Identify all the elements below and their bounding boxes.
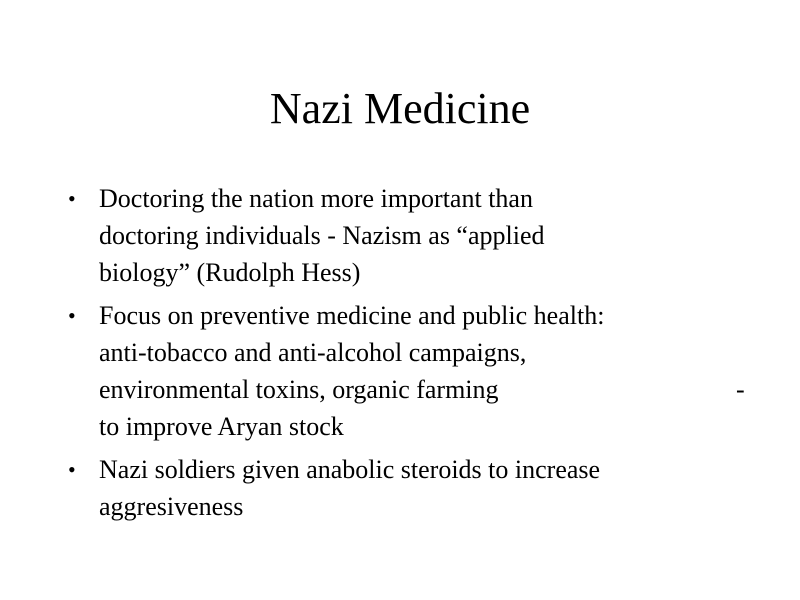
bullet-line-text: environmental toxins, organic farming (99, 375, 499, 404)
bullet-line: aggresiveness (99, 492, 244, 521)
slide-title: Nazi Medicine (269, 84, 531, 133)
bullet-item (68, 297, 745, 445)
bullet-dot-icon: • (68, 186, 76, 211)
bullet-line: Nazi soldiers given anabolic steroids to increase (99, 455, 601, 484)
bullet-line: anti-tobacco and anti-alcohol campaigns, (99, 338, 527, 367)
bullet-dot-icon: • (68, 457, 76, 482)
bullet-line (99, 371, 745, 408)
bullet-item (68, 451, 728, 525)
bullet-line: to improve Aryan stock (99, 412, 344, 441)
bullet-dot-icon: • (68, 303, 76, 328)
bullet-line: Doctoring the nation more important than (99, 184, 533, 213)
bullet-item (68, 180, 728, 291)
bullet-line: biology” (Rudolph Hess) (99, 258, 361, 287)
bullet-line: doctoring individuals - Nazism as “applied (99, 221, 545, 250)
bullet-list (68, 180, 745, 531)
trailing-dash: - (736, 375, 745, 404)
bullet-line: Focus on preventive medicine and public health: (99, 301, 605, 330)
